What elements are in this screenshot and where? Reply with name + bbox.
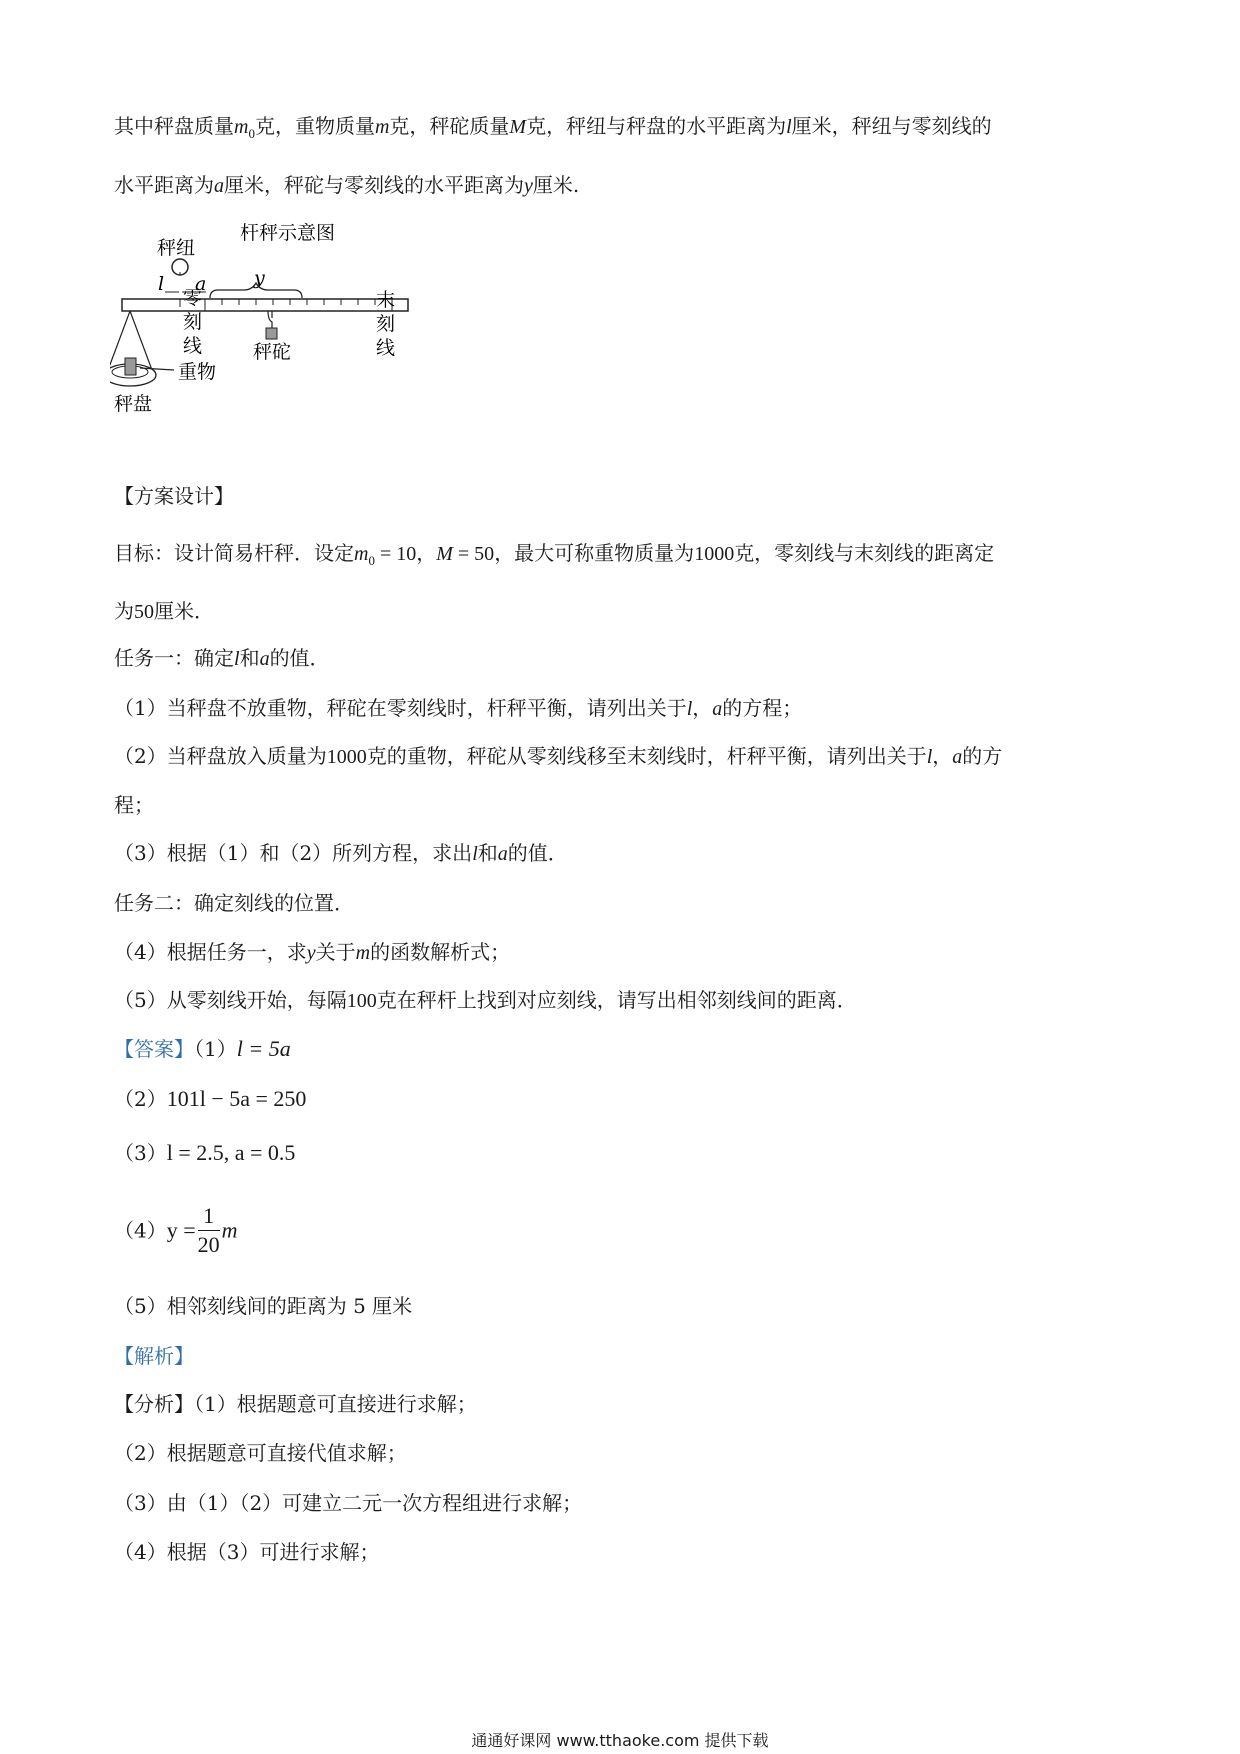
- goal-line-1: 目标：设计简易杆秤．设定$m_0 = 10$，M = 50，最大可称重物质量为1000克，零刻线与末刻线的距离定: [114, 541, 995, 568]
- object-label: 重物: [178, 361, 217, 383]
- analysis-label: 【解析】: [114, 1344, 194, 1368]
- zero-line-label-2: 刻: [183, 311, 203, 333]
- question-2: （2）当秤盘放入质量为1000克的重物，秤砣从零刻线移至末刻线时，杆秤平衡，请列出关于l，a的方: [114, 744, 1003, 768]
- analysis-line-2: （2）根据题意可直接代值求解；: [114, 1441, 407, 1465]
- question-1: （1）当秤盘不放重物，秤砣在零刻线时，杆秤平衡，请列出关于l，a的方程；: [114, 696, 803, 720]
- question-2-cont: 程；: [114, 793, 154, 817]
- design-heading: 【方案设计】: [114, 484, 234, 508]
- answer-3: （3）l = 2.5, a = 0.5: [114, 1140, 296, 1165]
- zero-line-label-3: 线: [183, 335, 203, 357]
- end-line-label-3: 线: [376, 337, 396, 359]
- steelyard-diagram: [110, 220, 470, 460]
- footer: 通通好课网 www.tthaoke.com 提供下载: [471, 1731, 769, 1750]
- weight-box: [266, 328, 277, 339]
- analysis-line-3: （3）由（1）（2）可建立二元一次方程组进行求解；: [114, 1491, 583, 1515]
- label-a: a: [195, 273, 207, 295]
- answer-2: （2）101l − 5a = 250: [114, 1086, 307, 1111]
- question-5: （5）从零刻线开始，每隔100克在秤杆上找到对应刻线，请写出相邻刻线间的距离．: [114, 988, 857, 1012]
- answer-4: （4）y = $\frac{1}{20}$ m: [114, 1203, 238, 1257]
- answer-1: 【答案】（1）l = 5a: [114, 1036, 291, 1061]
- goal-line-2: 为50厘米．: [114, 599, 214, 623]
- end-line-label-2: 刻: [376, 313, 396, 335]
- answer-4-fraction: $\frac{1}{20}$: [197, 1203, 220, 1257]
- diagram-title: 杆秤示意图: [240, 222, 336, 244]
- analysis-line-4: （4）根据（3）可进行求解；: [114, 1540, 380, 1564]
- task-one: 任务一：确定l和a的值．: [114, 646, 330, 670]
- object-box: [125, 358, 136, 375]
- pan-label: 秤盘: [114, 393, 153, 415]
- question-3: （3）根据（1）和（2）所列方程，求出l和a的值．: [114, 841, 568, 865]
- intro-line-1: 其中秤盘质量$m_0$克，重物质量m克，秤砣质量M克，秤纽与秤盘的水平距离为l厘米，秤纽与零刻线的: [114, 114, 992, 141]
- intro-line-2: 水平距离为a厘米，秤砣与零刻线的水平距离为y厘米.: [114, 173, 580, 197]
- answer-5: （5）相邻刻线间的距离为 5 厘米: [114, 1294, 413, 1318]
- analysis-fx-label: 【分析】: [114, 1392, 194, 1416]
- knob-label: 秤纽: [157, 237, 196, 259]
- zero-line-label-1: 零: [183, 287, 203, 309]
- end-line-label-1: 末: [376, 289, 396, 311]
- beam: [122, 299, 408, 311]
- label-l: l: [158, 273, 165, 295]
- label-y: y: [254, 267, 265, 289]
- task-two: 任务二：确定刻线的位置．: [114, 891, 354, 915]
- weight-label: 秤砣: [253, 341, 292, 363]
- analysis-line-1: 【分析】（1）根据题意可直接进行求解；: [114, 1392, 477, 1416]
- answer-label: 【答案】: [114, 1037, 194, 1061]
- question-4: （4）根据任务一，求y关于m的函数解析式；: [114, 940, 511, 964]
